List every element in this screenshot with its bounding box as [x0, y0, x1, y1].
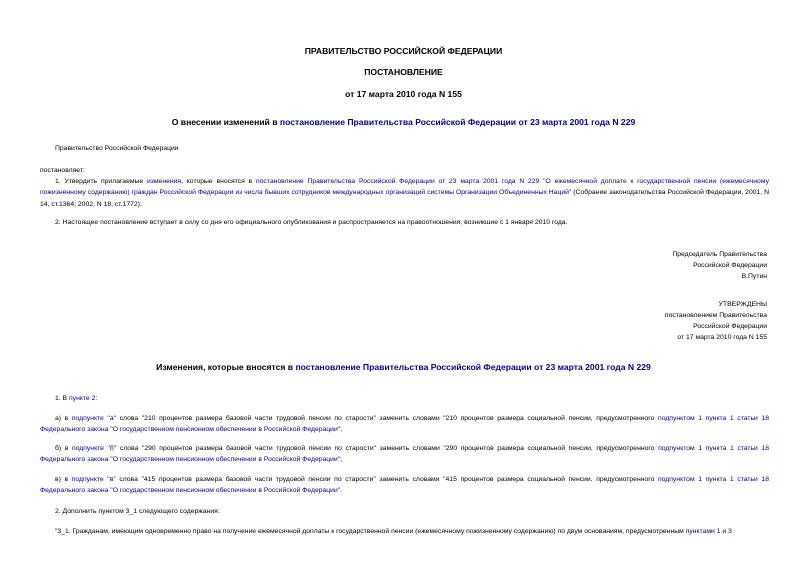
title-prefix: О внесении изменений в [171, 117, 280, 127]
signature-name: В.Путин [741, 273, 767, 280]
document-date: от 17 марта 2010 года N 155 [345, 89, 462, 99]
document-title [0, 117, 807, 127]
signature-position: Председатель Правительства [672, 251, 767, 258]
item-1-paragraph: 1. Утвердить прилагаемые изменения, которые вносятся в постановление Правительства Российской Федерации от 23 марта 2001 года N 229 "О ежемесячной доплате к государственной пенсии (ежемесячному пожизненному содержанию) граждан Российской Федерации из числа бывших сотрудников международных организаций системы Организации Объединенных Наций" (Собрание законодательства Российской Федерации, 2001, N 14, ст.1364; 2002, N 18, ст.1772). [40, 178, 769, 208]
change-1-paragraph: 1. В пункте 2: [55, 395, 98, 402]
decrees-label: постановляет: [40, 167, 85, 174]
title-decree-link[interactable]: постановление Правительства Российской Федерации от 23 марта 2001 года N 229 [279, 117, 636, 127]
subclause-v-link[interactable]: подпункте "в" [71, 476, 116, 483]
federal-law-link-v[interactable]: подпунктом 1 пункта 1 статьи 18 Федерального закона "О государственном пенсионном обеспечении в Российской Федерации" [40, 476, 769, 495]
federal-law-link-a[interactable]: подпунктом 1 пункта 1 статьи 18 Федерального закона "О государственном пенсионном обеспечении в Российской Федерации" [40, 415, 769, 434]
changes-link[interactable]: изменения [146, 178, 182, 185]
signature-block [672, 249, 767, 282]
change-a-paragraph: а) в подпункте "а" слова "210 процентов размера базовой части трудовой пенсии по старости" заменить словами "210 процентов размера социальной пенсии, предусмотренного подпунктом 1 пункта 1 статьи 18 Федерального закона "О государственном пенсионном обеспечении в Российской Федерации"; [40, 415, 769, 434]
government-heading: ПРАВИТЕЛЬСТВО РОССИЙСКОЙ ФЕДЕРАЦИИ [304, 46, 503, 56]
federal-law-link-b[interactable]: подпунктом 1 пункта 1 статьи 18 Федерального закона "О государственном пенсионном обеспечении в Российской Федерации" [40, 445, 769, 464]
approval-date: от 17 марта 2010 года N 155 [677, 334, 767, 341]
changes-heading-decree-link[interactable]: постановление Правительства Российской Федерации от 23 марта 2001 года N 229 [295, 362, 651, 372]
signature-country: Российской Федерации [693, 262, 767, 269]
subclause-b-link[interactable]: подпункте "б" [71, 445, 117, 452]
decree-229-link[interactable]: постановление Правительства Российской Федерации от 23 марта 2001 года N 229 "О ежемесячной доплате к государственной пенсии (ежемесячному пожизненному содержанию) граждан Российской Федерации из числа бывших сотрудников международных организаций системы Организации Объединенных Наций" [40, 178, 769, 197]
changes-heading [0, 362, 807, 372]
approval-country: Российской Федерации [693, 323, 767, 330]
approval-by: постановлением Правительства [664, 312, 767, 319]
clause-3-link[interactable]: 3 [728, 528, 732, 535]
changes-heading-prefix: Изменения, которые вносятся в [156, 362, 296, 372]
change-3-paragraph: "3_1. Гражданам, имеющим одновременно право на получение ежемесячной доплаты к государственной пенсии (ежемесячному пожизненному содержанию) по двум основаниям, предусмотренным пунктами 1 и 3 [55, 528, 732, 535]
change-v-paragraph: в) в подпункте "в" слова "415 процентов размера базовой части трудовой пенсии по старости" заменить словами "415 процентов размера социальной пенсии, предусмотренного подпунктом 1 пункта 1 статьи 18 Федерального закона "О государственном пенсионном обеспечении в Российской Федерации". [40, 476, 769, 495]
document-type: ПОСТАНОВЛЕНИЕ [364, 67, 443, 77]
government-label: Правительство Российской Федерации [55, 145, 179, 152]
clause-2-link[interactable]: пункте 2 [68, 395, 96, 402]
change-2-paragraph: 2. Дополнить пунктом 3_1 следующего содержания: [55, 508, 220, 515]
approval-block [665, 299, 767, 343]
item-2-paragraph: 2. Настоящее постановление вступает в силу со дня его официального опубликования и распространяется на правоотношения, возникшие с 1 января 2010 года. [55, 219, 568, 226]
approval-heading: УТВЕРЖДЕНЫ [718, 301, 767, 308]
change-b-paragraph: б) в подпункте "б" слова "290 процентов размера базовой части трудовой пенсии по старости" заменить словами "290 процентов размера социальной пенсии, предусмотренного подпунктом 1 пункта 1 статьи 18 Федерального закона "О государственном пенсионном обеспечении в Российской Федерации"; [40, 445, 769, 464]
clauses-1-link[interactable]: пунктами 1 [685, 528, 721, 535]
subclause-a-link[interactable]: подпункте "а" [71, 415, 117, 422]
